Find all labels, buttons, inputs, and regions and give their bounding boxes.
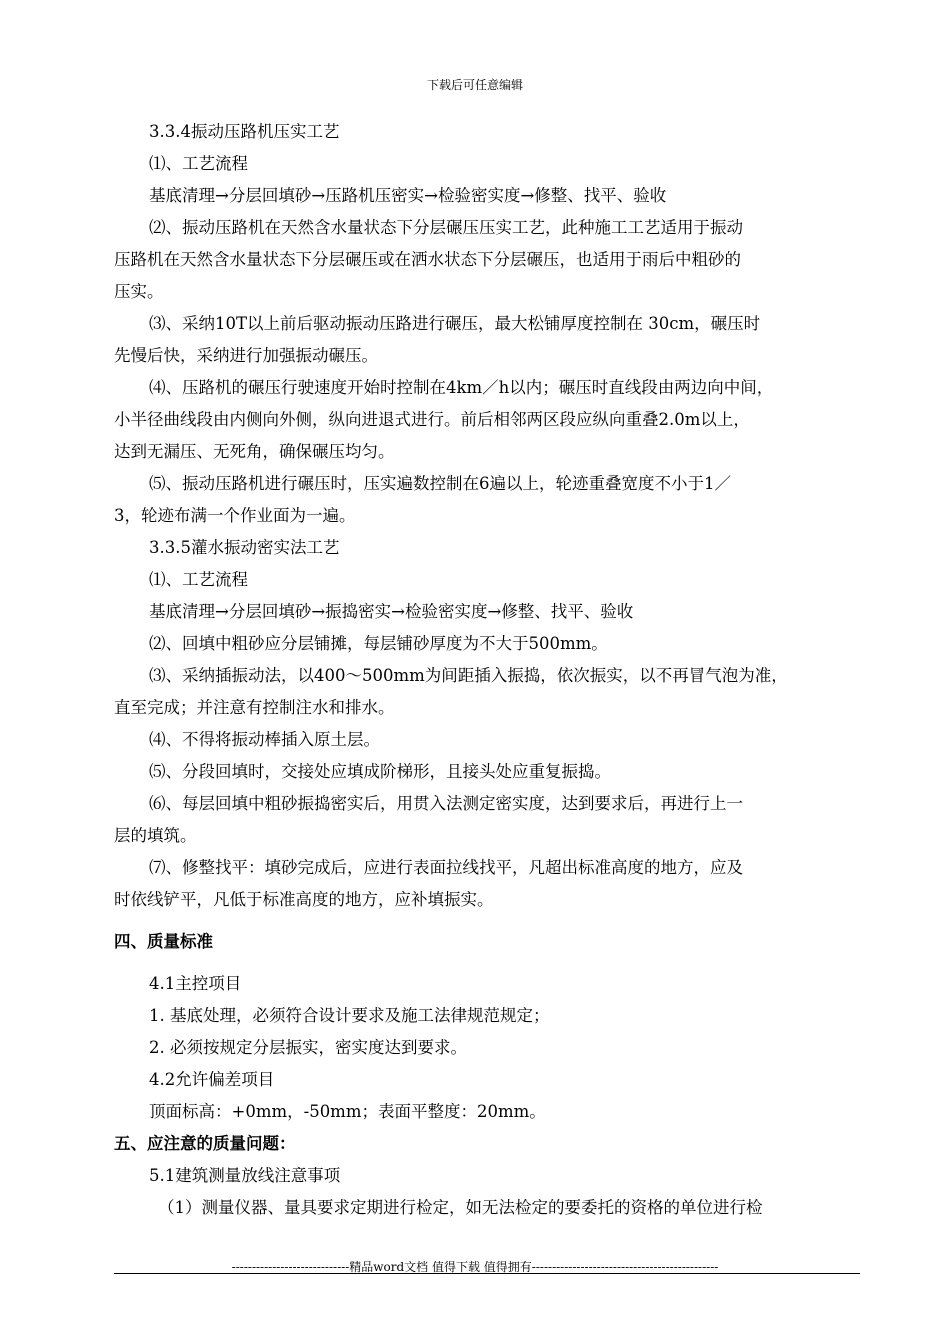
paragraph: 时依线铲平，凡低于标准高度的地方，应补填振实。 [114,890,494,909]
heading-quality-standards: 四、质量标准 [114,932,213,951]
section-title-4-2: 4.2允许偏差项目 [149,1070,275,1089]
paragraph: 基底清理→分层回填砂→压路机压密实→检验密实度→修整、找平、验收 [149,186,667,205]
paragraph: 层的填筑。 [114,826,197,845]
paragraph: 先慢后快，采纳进行加强振动碾压。 [114,346,378,365]
paragraph: ⑴、工艺流程 [149,154,248,173]
paragraph: 压路机在天然含水量状态下分层碾压或在洒水状态下分层碾压，也适用于雨后中粗砂的 [114,250,741,269]
paragraph: （1）测量仪器、量具要求定期进行检定，如无法检定的要委托的资格的单位进行检 [158,1198,763,1217]
paragraph: ⑷、压路机的碾压行驶速度开始时控制在4km／h以内；碾压时直线段由两边向中间， [149,378,774,397]
paragraph: 小半径曲线段由内侧向外侧，纵向进退式进行。前后相邻两区段应纵向重叠2.0m以上， [114,410,750,429]
paragraph: ⑸、分段回填时，交接处应填成阶梯形，且接头处应重复振捣。 [149,762,611,781]
paragraph: ⑶、采纳插振动法，以400～500mm为间距插入振捣，依次振实，以不再冒气泡为准， [149,666,788,685]
paragraph: 直至完成；并注意有控制注水和排水。 [114,698,395,717]
list-item: 2. 必须按规定分层振实，密实度达到要求。 [149,1038,467,1057]
document-body [114,116,864,1224]
section-title-3-3-5: 3.3.5灌水振动密实法工艺 [149,538,340,557]
heading-quality-issues: 五、应注意的质量问题： [114,1134,296,1153]
paragraph: 顶面标高：+0mm，-50mm；表面平整度：20mm。 [149,1102,546,1121]
paragraph: ⑴、工艺流程 [149,570,248,589]
paragraph: ⑸、振动压路机进行碾压时，压实遍数控制在6遍以上，轮迹重叠宽度不小于1／ [149,474,731,493]
paragraph: 压实。 [114,282,164,301]
paragraph: ⑶、采纳10T以上前后驱动振动压路进行碾压，最大松铺厚度控制在 30cm，碾压时 [149,314,761,333]
page-footer: -----------------------------精品word文档 值得下载 值得拥有---------------------------------------------- [231,1260,719,1274]
section-title-4-1: 4.1主控项目 [149,974,242,993]
section-title-3-3-4: 3.3.4振动压路机压实工艺 [149,122,340,141]
paragraph: ⑵、振动压路机在天然含水量状态下分层碾压压实工艺，此种施工工艺适用于振动 [149,218,743,237]
paragraph: ⑹、每层回填中粗砂振捣密实后，用贯入法测定密实度，达到要求后，再进行上一 [149,794,743,813]
paragraph: 达到无漏压、无死角，确保碾压均匀。 [114,442,395,461]
paragraph: 基底清理→分层回填砂→振捣密实→检验密实度→修整、找平、验收 [149,602,634,621]
section-title-5-1: 5.1建筑测量放线注意事项 [149,1166,341,1185]
list-item: 1. 基底处理，必须符合设计要求及施工法律规范规定； [149,1006,550,1025]
footer-divider [114,1273,860,1274]
page-header: 下载后可任意编辑 [426,78,523,92]
paragraph: 3，轮迹布满一个作业面为一遍。 [114,506,356,525]
paragraph: ⑺、修整找平：填砂完成后，应进行表面拉线找平，凡超出标准高度的地方，应及 [149,858,743,877]
paragraph: ⑷、不得将振动棒插入原土层。 [149,730,380,749]
paragraph: ⑵、回填中粗砂应分层铺摊，每层铺砂厚度为不大于500mm。 [149,634,608,653]
